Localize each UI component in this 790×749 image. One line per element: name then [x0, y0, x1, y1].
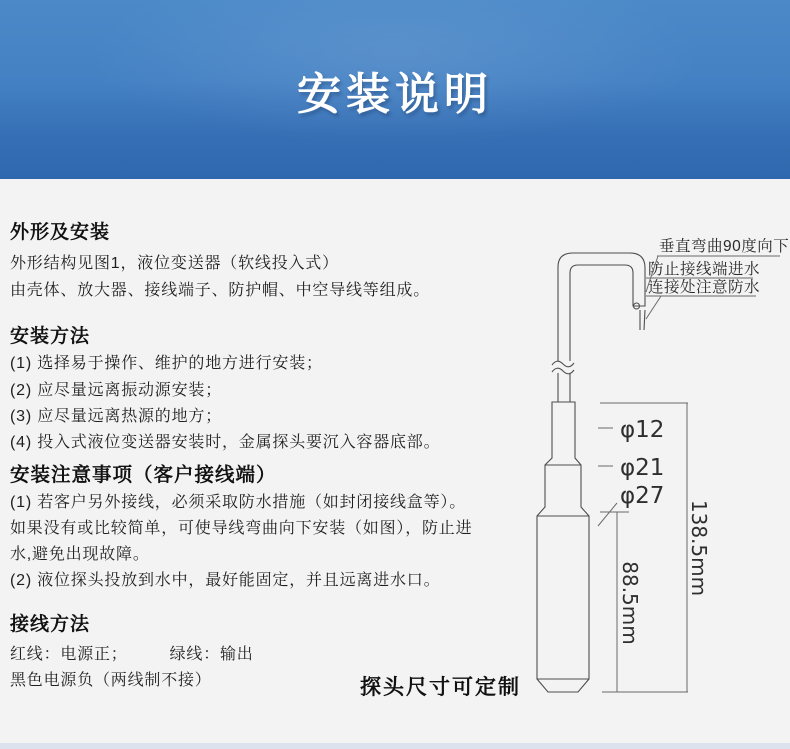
section1-heading: 外形及安装	[10, 222, 111, 243]
total-length-label: 138.5mm	[687, 499, 711, 597]
section2-item2: (2) 应尽量远离振动源安装；	[10, 382, 223, 399]
callout-bend-label: 垂直弯曲90度向下	[659, 238, 790, 255]
callout-joint-label: 连接处注意防水	[648, 279, 761, 296]
tube-inner-path	[570, 265, 633, 303]
body-length-label: 88.5mm	[618, 561, 642, 645]
dia27-leader	[598, 503, 617, 526]
section3-line2: 如果没有或比较简单，可使导线弯曲向下安装（如图），防止进	[10, 520, 473, 537]
section2-item1: (1) 选择易于操作、维护的地方进行安装；	[10, 355, 323, 372]
black-wire-label: 黑色电源负（两线制不接）	[10, 672, 212, 689]
section4-wiring-line	[10, 641, 254, 664]
tube-outer-path	[558, 253, 645, 303]
dia27-label: φ27	[620, 483, 665, 509]
cable-break-squiggle	[552, 361, 574, 374]
callout3-leader	[646, 296, 661, 319]
probe-diagram	[520, 200, 790, 720]
section3-line3: 水,避免出现故障。	[10, 546, 150, 563]
section2-item4: (4) 投入式液位变送器安装时，金属探头要沉入容器底部。	[10, 434, 441, 451]
section3-line1: (1) 若客户另外接线，必须采取防水措施（如封闭接线盒等）。	[10, 494, 467, 511]
probe-size-caption: 探头尺寸可定制	[360, 676, 521, 699]
section4-heading: 接线方法	[10, 614, 91, 635]
green-wire-label: 绿线：输出	[169, 646, 254, 663]
section1-line2: 由壳体、放大器、接线端子、防护帽、中空导线等组成。	[10, 282, 431, 299]
dia21-label: φ21	[620, 455, 665, 481]
connector-wire-2	[644, 310, 645, 330]
footer-strip	[0, 743, 790, 749]
section3-line4: (2) 液位探头投放到水中，最好能固定，并且远离进水口。	[10, 572, 441, 589]
section1-line1: 外形结构见图1，液位变送器（软线投入式）	[10, 255, 339, 272]
callout-waterproof-label: 防止接线端进水	[648, 261, 761, 278]
header-banner	[0, 0, 790, 179]
section3-heading: 安装注意事项（客户接线端）	[10, 464, 277, 486]
section2-item3: (3) 应尽量远离热源的地方；	[10, 408, 223, 425]
red-wire-label: 红线：电源正；	[10, 646, 128, 663]
probe-outline	[537, 402, 589, 692]
section2-heading: 安装方法	[10, 326, 91, 347]
dia12-label: φ12	[620, 417, 665, 443]
page-title: 安装说明	[297, 70, 493, 119]
